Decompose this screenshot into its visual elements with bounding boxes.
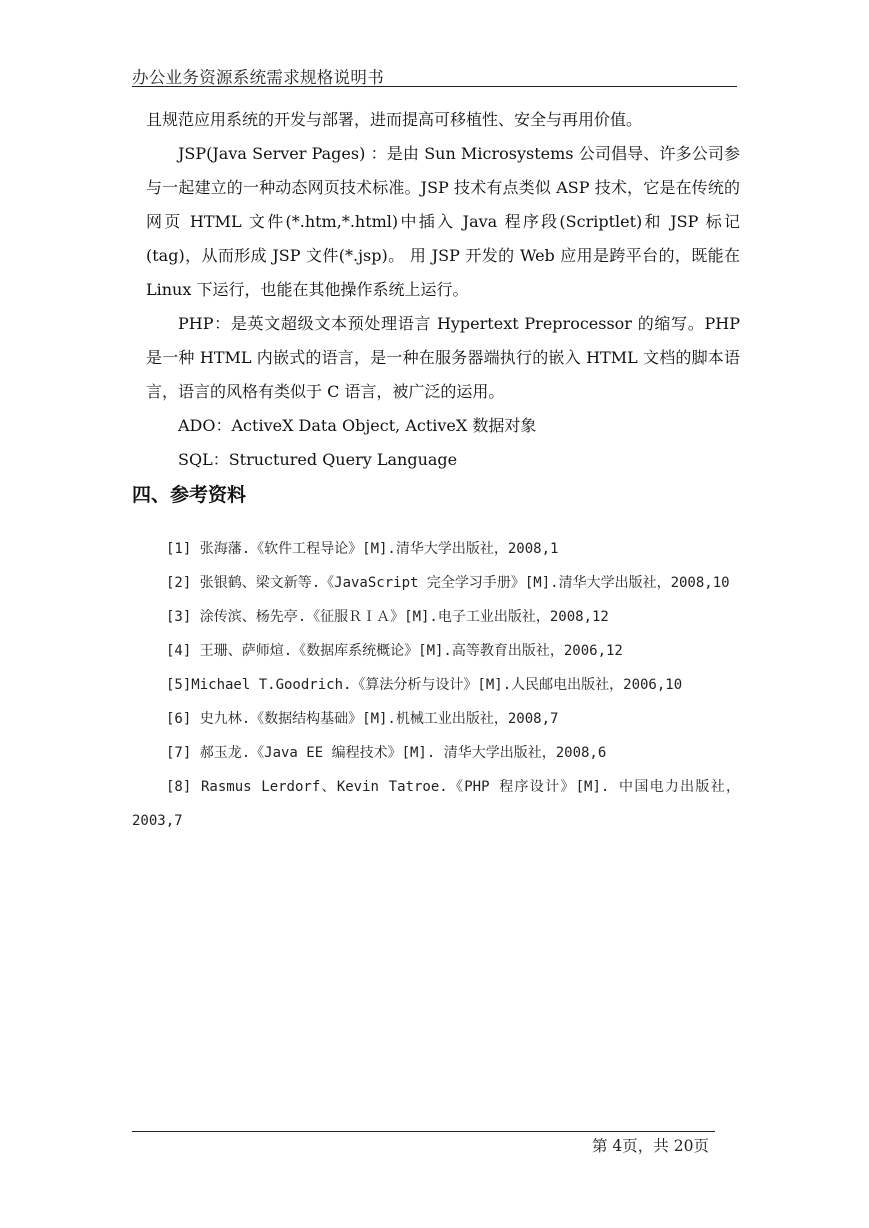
document-header-title: 办公业务资源系统需求规格说明书 (132, 68, 384, 87)
body-paragraph-intro: 且规范应用系统的开发与部署，进而提高可移植性、安全与再用价值。 (146, 110, 643, 129)
reference-item: [6] 史九林.《数据结构基础》[M].机械工业出版社，2008,7 (166, 711, 559, 727)
reference-list (132, 532, 740, 838)
body-text (146, 103, 740, 477)
reference-item: [8] Rasmus Lerdorf、Kevin Tatroe.《PHP 程序设计》[M]. 中国电力出版社，2003,7 (132, 779, 740, 829)
reference-item: [3] 涂传滨、杨先亭.《征服ＲＩＡ》[M].电子工业出版社，2008,12 (166, 609, 609, 625)
reference-item: [2] 张银鹤、梁文新等.《JavaScript 完全学习手册》[M].清华大学出版社，2008,10 (166, 575, 730, 591)
body-paragraph-jsp: JSP(Java Server Pages) ：是由 Sun Microsystems 公司倡导、许多公司参与一起建立的一种动态网页技术标准。JSP 技术有点类似 ASP 技术，它是在传统的网页 HTML 文件(*.htm,*.html)中插入 Java 程序段(Scriptlet)和 JSP 标记(tag)，从而形成 JSP 文件(*.jsp)。 用 JSP 开发的 Web 应用是跨平台的，既能在 Linux 下运行，也能在其他操作系统上运行。 (146, 144, 740, 299)
footer-divider (132, 1131, 715, 1132)
header-divider (132, 86, 737, 87)
body-paragraph-php: PHP：是英文超级文本预处理语言 Hypertext Preprocessor 的缩写。PHP 是一种 HTML 内嵌式的语言，是一种在服务器端执行的嵌入 HTML 文档的脚本语言，语言的风格有类似于 C 语言，被广泛的运用。 (146, 314, 740, 401)
body-paragraph-ado: ADO：ActiveX Data Object, ActiveX 数据对象 (178, 416, 537, 435)
reference-item: [7] 郝玉龙.《Java EE 编程技术》[M]. 清华大学出版社，2008,6 (166, 745, 607, 761)
reference-item: [1] 张海藩.《软件工程导论》[M].清华大学出版社，2008,1 (166, 541, 559, 557)
reference-item: [4] 王珊、萨师煊.《数据库系统概论》[M].高等教育出版社，2006,12 (166, 643, 623, 659)
body-paragraph-sql: SQL：Structured Query Language (178, 450, 458, 469)
section-heading-references: 四、参考资料 (132, 484, 247, 506)
reference-item: [5]Michael T.Goodrich.《算法分析与设计》[M].人民邮电出版社，2006,10 (166, 677, 683, 693)
page-number: 第 4页，共 20页 (592, 1137, 709, 1155)
